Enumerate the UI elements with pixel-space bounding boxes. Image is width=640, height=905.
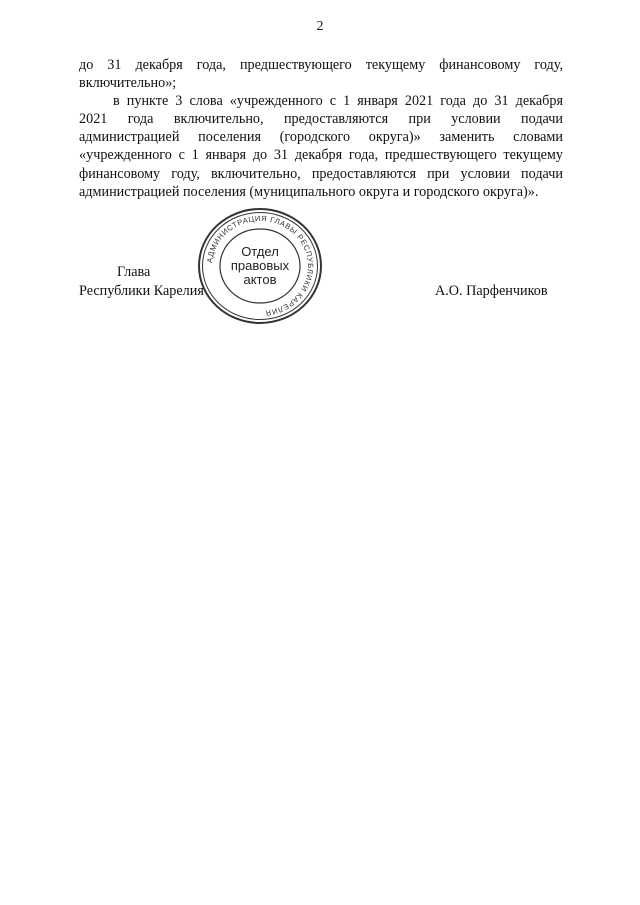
stamp-center-line-3: актов	[243, 272, 277, 287]
stamp-center-line-2: правовых	[230, 258, 290, 273]
document-body	[79, 56, 563, 201]
body-line-4: 2021 года включительно, предоставляются при условии подачи	[79, 111, 563, 128]
stamp-center-line-1: Отдел	[241, 244, 279, 259]
signature-name: А.О. Парфенчиков	[435, 283, 548, 299]
body-line-1: до 31 декабря года, предшествующего текущему финансовому году,	[79, 57, 563, 73]
signature-title-line-1: Глава	[117, 264, 151, 280]
official-stamp	[196, 207, 324, 325]
stamp-center-text	[219, 227, 301, 305]
stamp-ring-text: АДМИНИСТРАЦИЯ ГЛАВЫ РЕСПУБЛИКИ КАРЕЛИЯ	[205, 213, 316, 318]
body-line-3: в пункте 3 слова «учрежденного с 1 января 2021 года до 31 декабря	[113, 93, 563, 110]
signature-title-line-2: Республики Карелия	[79, 283, 204, 299]
body-line-6: «учрежденного с 1 января до 31 декабря года, предшествующего текущему	[79, 147, 563, 164]
body-line-2: включительно»;	[79, 75, 177, 92]
body-line-8: администрацией поселения (муниципального округа и городского округа)».	[79, 183, 539, 200]
body-line-7: финансовому году, включительно, предоставляются при условии подачи	[79, 165, 563, 182]
body-line-5: администрацией поселения (городского округа)» заменить словами	[79, 129, 563, 146]
page-number: 2	[316, 19, 324, 34]
